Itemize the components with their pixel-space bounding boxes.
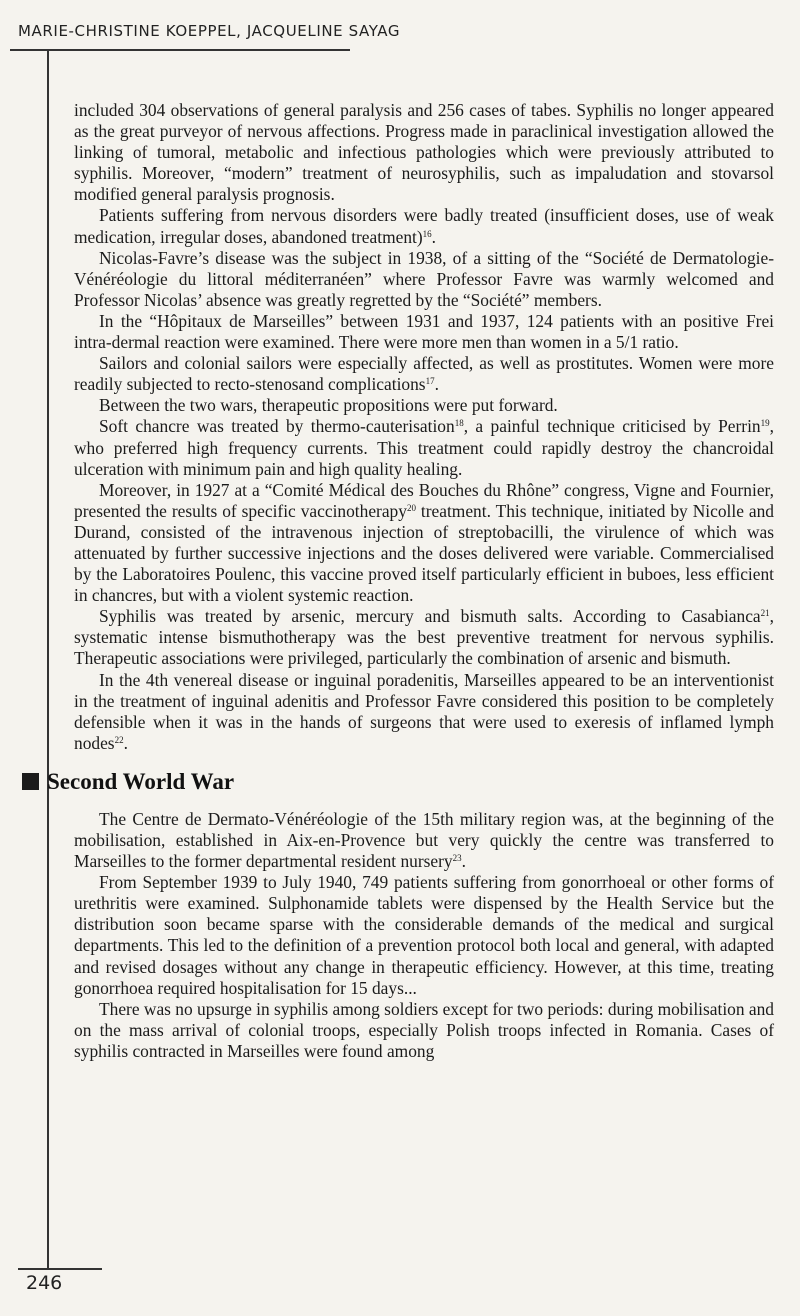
footnote-ref: 17 bbox=[425, 376, 435, 387]
page-number: 246 bbox=[26, 1272, 63, 1294]
paragraphs-before-heading bbox=[74, 100, 774, 754]
footnote-ref: 23 bbox=[452, 853, 462, 864]
text-run: There was no upsurge in syphilis among soldiers except for two periods: during mobilisation and on the mass arrival of colonial troops, especially Polish troops infected in Romania. Cases of syphilis contracted in Marseilles were found among bbox=[74, 998, 774, 1061]
paragraph bbox=[74, 205, 774, 247]
footer-rule bbox=[18, 1268, 102, 1270]
text-run: included 304 observations of general paralysis and 256 cases of tabes. Syphilis no longer appeared as the great purveyor of nervous affections. Progress made in paraclinical investigation allowed the linking of tumoral, metabolic and infectious pathologies which were previously attributed to syphilis. Moreover, “modern” treatment of neurosyphilis, such as impaludation and stovarsol modified general paralysis prognosis. bbox=[74, 100, 774, 205]
paragraph bbox=[74, 311, 774, 353]
footnote-ref: 18 bbox=[454, 418, 464, 429]
body-text bbox=[47, 100, 774, 1062]
text-run: From September 1939 to July 1940, 749 patients suffering from gonorrhoeal or other forms of urethritis were examined. Sulphonamide tablets were dispensed by the Health Service but the distribution soon became sparse with the considerable demands of the medical and surgical departments. This led to the definition of a prevention protocol both local and general, with adapted and revised dosages without any change in therapeutic efficiency. However, at this time, treating gonorrhoea required hospitalisation for 15 days... bbox=[74, 872, 774, 998]
paragraph bbox=[74, 670, 774, 754]
text-run: In the “Hôpitaux de Marseilles” between 1931 and 1937, 124 patients with an positive Frei intra-dermal reaction were examined. There were more men than women in a 5/1 ratio. bbox=[74, 310, 774, 353]
paragraph bbox=[74, 395, 774, 416]
footnote-ref: 20 bbox=[406, 502, 416, 513]
paragraph bbox=[74, 100, 774, 205]
paragraph bbox=[74, 606, 774, 669]
text-run: In the 4th venereal disease or inguinal poradenitis, Marseilles appeared to be an interventionist in the treatment of inguinal adenitis and Professor Favre considered this position to be completely defensible when it was in the hands of surgeons that were used to exeresis of inflamed lymph nodes bbox=[74, 669, 774, 753]
text-run: Syphilis was treated by arsenic, mercury and bismuth salts. According to Casabianca bbox=[99, 606, 761, 627]
running-head: MARIE-CHRISTINE KOEPPEL, JACQUELINE SAYAG bbox=[18, 22, 401, 40]
section-title: Second World War bbox=[47, 769, 235, 795]
paragraph bbox=[74, 999, 774, 1062]
margin-rule bbox=[47, 49, 49, 1269]
paragraph bbox=[74, 480, 774, 607]
text-run: . bbox=[431, 226, 437, 247]
text-run: Moreover, in 1927 at a “Comité Médical des Bouches du Rhône” congress, Vigne and Fournier, presented the results of specific vaccinotherapy bbox=[74, 479, 774, 521]
footnote-ref: 21 bbox=[760, 608, 770, 619]
text-run: , systematic intense bismuthotherapy was the best preventive treatment for nervous syphilis. Therapeutic associations were privileged, particularly the combination of arsenic and bismuth. bbox=[74, 606, 774, 669]
text-run: , who preferred high frequency currents. This treatment could rapidly destroy the chancroidal ulceration with minimum pain and high quality healing. bbox=[74, 416, 774, 479]
text-run: Sailors and colonial sailors were especially affected, as well as prostitutes. Women were more readily subjected to recto-stenosand complications bbox=[74, 353, 774, 395]
paragraph bbox=[74, 353, 774, 395]
text-run: . bbox=[123, 732, 128, 753]
text-run: Patients suffering from nervous disorders were badly treated (insufficient doses, use of weak medication, irregular doses, abandoned treatment) bbox=[74, 205, 774, 247]
text-run: treatment. This technique, initiated by Nicolle and Durand, consisted of the intravenous injection of streptobacilli, the virulence of which was attenuated by further successive injections and the doses delivered were variable. Commercialised by the Laboratoires Poulenc, this vaccine proved itself particularly efficient in buboes, less efficient in chancres, but with a violent systemic reaction. bbox=[74, 500, 774, 606]
text-run: , a painful technique criticised by Perrin bbox=[463, 416, 761, 437]
text-run: Soft chancre was treated by thermo-cauterisation bbox=[99, 416, 455, 437]
paragraph bbox=[74, 248, 774, 311]
paragraph bbox=[74, 872, 774, 999]
paragraphs-after-heading bbox=[74, 809, 774, 1062]
text-run: Nicolas-Favre’s disease was the subject in 1938, of a sitting of the “Société de Dermatologie-Vénéréologie du littoral méditerranéen” where Professor Favre was warmly welcomed and Professor Nicolas’ absence was greatly regretted by the “Société” members. bbox=[74, 247, 774, 310]
footnote-ref: 22 bbox=[114, 734, 124, 745]
footnote-ref: 19 bbox=[760, 418, 770, 429]
paragraph bbox=[74, 809, 774, 872]
text-run: . bbox=[461, 851, 466, 872]
text-run: . bbox=[434, 374, 439, 395]
section-heading bbox=[22, 767, 774, 797]
text-run: Between the two wars, therapeutic propositions were put forward. bbox=[99, 395, 558, 416]
text-run: The Centre de Dermato-Vénéréologie of the 15th military region was, at the beginning of the mobilisation, established in Aix-en-Provence but very quickly the centre was transferred to Marseilles to the former departmental resident nursery bbox=[74, 808, 774, 872]
square-bullet-icon bbox=[22, 773, 39, 790]
footnote-ref: 16 bbox=[422, 228, 432, 239]
header-rule bbox=[10, 49, 350, 51]
paragraph bbox=[74, 416, 774, 479]
